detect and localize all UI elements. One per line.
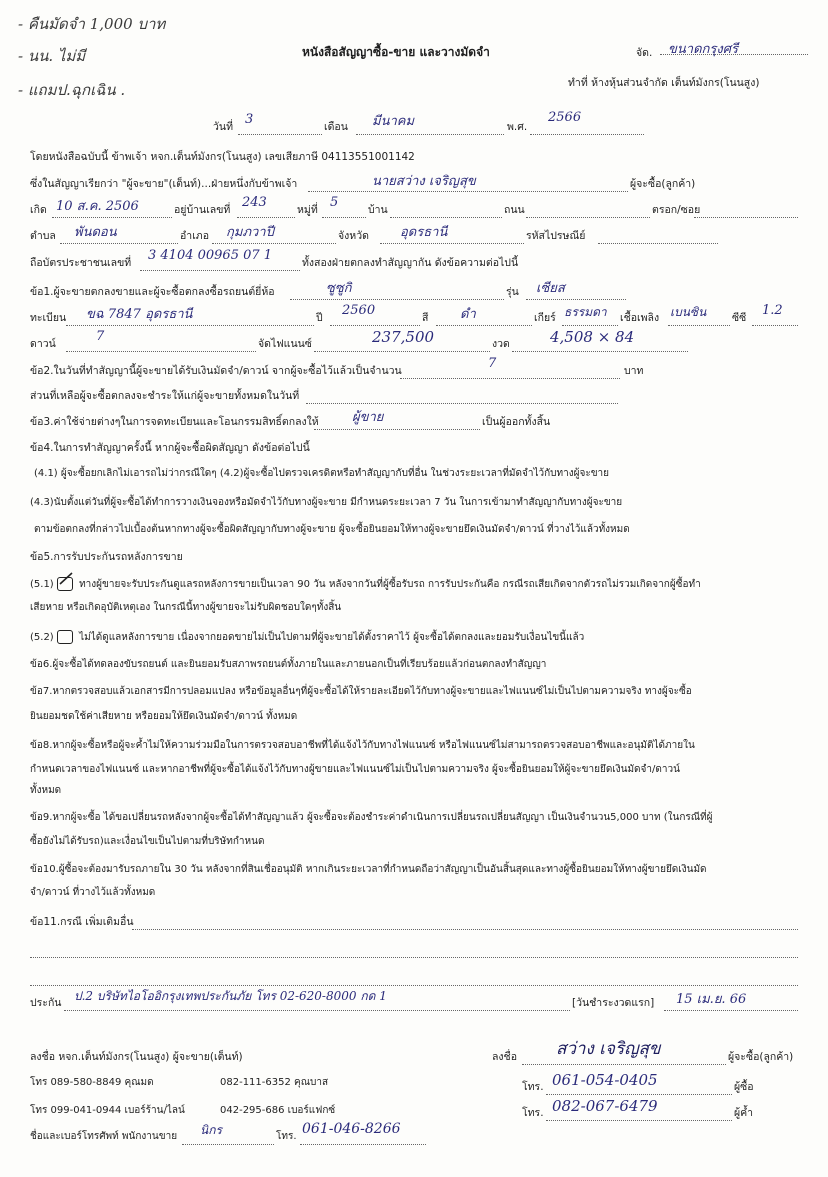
- buyer-signature: สว่าง เจริญสุข: [556, 1039, 661, 1059]
- soi-label: ตรอก/ซอย: [652, 204, 701, 216]
- guarantor-tel-value: 082-067-6479: [552, 1097, 658, 1115]
- province2-label: จังหวัด: [338, 230, 369, 242]
- buyer-suffix: ผู้จะซื้อ(ลูกค้า): [630, 178, 696, 190]
- place-text: ทำที่ ห้างหุ้นส่วนจำกัด เต็นท์มังกร(โนนสูง): [568, 77, 760, 89]
- warranty-option-2: [30, 630, 584, 645]
- clause5-1b-text: เสียหาย หรือเกิดอุบัติเหตุเอง ในกรณีนี้ทางผู้ขายจะไม่รับผิดชอบใดๆทั้งสิ้น: [30, 602, 342, 613]
- seller-label: ซึ่งในสัญญาเรียกว่า "ผู้จะขาย"(เต็นท์)...ฝ่ายหนึ่งกับข้าพเจ้า: [30, 178, 298, 190]
- clause5-title: ข้อ5.การรับประกันรถหลังการขาย: [30, 551, 183, 563]
- day-value: 3: [245, 112, 254, 127]
- month-value: มีนาคม: [372, 114, 415, 129]
- clause8a-text: ข้อ8.หากผู้จะซื้อหรือผู้จะค้ำไม่ให้ความร่วมมือในการตรวจสอบอาชีพที่ได้แจ้งไว้กับทางไฟแนนซ์ หรือไฟแนนซ์ไม่สามารถตรวจสอบอาชีพและอนุมัติได้ภายใน: [30, 740, 695, 751]
- option-5-1-checkbox[interactable]: [57, 577, 73, 591]
- moo-value: 5: [330, 195, 339, 210]
- guarantor-tel-label: โทร.: [522, 1107, 544, 1119]
- clause3-text: ข้อ3.ค่าใช้จ่ายต่างๆในการจดทะเบียนและโอนกรรมสิทธิ์ตกลงให้: [30, 416, 319, 428]
- gear-value: ธรรมดา: [564, 305, 607, 319]
- phone-line-2: โทร 099-041-0944 เบอร์ร้าน/ไลน์: [30, 1105, 185, 1116]
- clause4-1-text: (4.1) ผู้จะซื้อยกเลิกไม่เอารถไม่ว่ากรณีใดๆ (4.2)ผู้จะซื้อไปตรวจเครดิตหรือทำสัญญากับที่อื่น ในช่วงระยะเวลาที่มัดจำไว้กับทางผู้จะขาย: [34, 468, 610, 479]
- option-5-1-number: (5.1): [30, 579, 54, 590]
- cc-value: 1.2: [762, 303, 783, 318]
- postal-underline: [598, 229, 718, 244]
- down-underline: [66, 337, 256, 352]
- down-value: 7: [96, 329, 105, 344]
- sales-name-underline: [182, 1130, 274, 1145]
- model-label: รุ่น: [506, 286, 519, 298]
- phone-line-2b: 042-295-686 เบอร์แฟกซ์: [220, 1105, 336, 1116]
- clause3-suffix: เป็นผู้ออกทั้งสิ้น: [482, 416, 551, 428]
- clause4-3a-text: (4.3)นับตั้งแต่วันที่ผู้จะซื้อได้ทำการวางเงินจองหรือมัดจำไว้กับทางผู้จะขาย มีกำหนดระยะเวลา 7 วัน ในการเข้ามาทำสัญญากับทางผู้จะขาย: [30, 497, 623, 508]
- install-value: 4,508 × 84: [550, 328, 635, 346]
- brand-underline: [290, 285, 504, 300]
- first-due-value: 15 เม.ย. 66: [676, 992, 747, 1007]
- province-label: จัด.: [636, 47, 653, 59]
- clause4-3b-text: ตามข้อตกลงที่กล่าวไปเบื้องต้นหากทางผู้จะซื้อผิดสัญญากับทางผู้จะขาย ผู้จะซื้อยินยอมให้ทางผู้จะขายยึดเงินมัดจำ/ดาวน์ ที่วางไว้แล้วทั้งหมด: [34, 524, 630, 535]
- amphoe-label: อำเภอ: [180, 230, 210, 242]
- soi-underline: [694, 203, 798, 218]
- caryear-label: ปี: [316, 312, 323, 324]
- id-suffix: ทั้งสองฝ่ายตกลงทำสัญญากัน ดังข้อความต่อไปนี้: [302, 257, 519, 269]
- clause2-unit: บาท: [624, 365, 644, 377]
- check-mark-icon: [59, 572, 73, 586]
- clause9b-text: ซื้อยังไม่ได้รับรถ)และเงื่อนไขเป็นไปตามที่บริษัทกำหนด: [30, 836, 265, 847]
- sales-tel-value: 061-046-8266: [302, 1121, 401, 1137]
- document-title: หนังสือสัญญาซื้อ-ขาย และวางมัดจำ: [302, 45, 490, 59]
- color-label: สี: [422, 312, 429, 324]
- sales-tel-label: โทร.: [276, 1131, 297, 1142]
- house-value: 243: [242, 195, 267, 210]
- guarantor-tel-suffix: ผู้ค้ำ: [734, 1107, 754, 1119]
- fuel-value: เบนซิน: [670, 305, 707, 319]
- finance-value: 237,500: [372, 328, 435, 346]
- fuel-label: เชื้อเพลิง: [620, 312, 660, 324]
- model-value: เซียส: [536, 281, 565, 296]
- house-label: อยู่บ้านเลขที่: [174, 204, 231, 216]
- clause8c-text: ทั้งหมด: [30, 785, 62, 796]
- clause2-underline: [400, 364, 620, 379]
- note-line-2: - นน. ไม่มี: [18, 47, 86, 65]
- buyer-tel-label: โทร.: [522, 1081, 544, 1093]
- clause1-label: ข้อ1.ผู้จะขายตกลงขายและผู้จะซื้อตกลงซื้อรถยนต์ยี่ห้อ: [30, 286, 275, 298]
- seller-signature-label: ลงชื่อ หจก.เต็นท์มังกร(โนนสูง) ผู้จะขาย(เต็นท์): [30, 1051, 243, 1063]
- note-line-1: - คืนมัดจำ 1,000 บาท: [18, 15, 166, 33]
- clause3-party: ผู้ขาย: [352, 410, 384, 425]
- tambon-value: พันดอน: [74, 225, 117, 240]
- first-due-label: [วันชำระงวดแรก]: [572, 997, 655, 1009]
- phone-line-1: โทร 089-580-8849 คุณมด: [30, 1077, 154, 1088]
- id-label: ถือบัตรประชาชนเลขที่: [30, 257, 132, 269]
- province-value: ขนาดกรุงศรี: [668, 42, 738, 57]
- insurance-label: ประกัน: [30, 997, 62, 1009]
- village-underline: [390, 203, 502, 218]
- clause6-text: ข้อ6.ผู้จะซื้อได้ทดลองขับรถยนต์ และยินยอมรับสภาพรถยนต์ทั้งภายในและภายนอกเป็นที่เรียบร้อยแล้วก่อนตกลงทำสัญญา: [30, 659, 547, 670]
- born-value: 10 ส.ค. 2506: [56, 199, 139, 214]
- intro-text: โดยหนังสือฉบับนี้ ข้าพเจ้า หจก.เต็นท์มังกร(โนนสูง) เลขเสียภาษี 04113551001142: [30, 151, 415, 163]
- clause2-text: ข้อ2.ในวันที่ทำสัญญานี้ผู้จะขายได้รับเงินมัดจำ/ดาวน์ จากผู้จะซื้อไว้แล้วเป็นจำนวน: [30, 365, 402, 377]
- clause10b-text: จำ/ดาวน์ ที่วางไว้แล้วทั้งหมด: [30, 887, 156, 898]
- buyer-tel-value: 061-054-0405: [552, 1071, 658, 1089]
- clause2b-text: ส่วนที่เหลือผู้จะซื้อตกลงจะชำระให้แก่ผู้จะขายทั้งหมดในวันที่: [30, 390, 300, 402]
- moo-label: หมู่ที่: [297, 204, 318, 216]
- warranty-option-1: [30, 577, 701, 592]
- amphoe-value: กุมภวาปี: [226, 225, 274, 240]
- color-underline: [436, 311, 532, 326]
- buyer-name: นายสว่าง เจริญสุข: [372, 174, 476, 189]
- clause7a-text: ข้อ7.หากตรวจสอบแล้วเอกสารมีการปลอมแปลง หรือข้อมูลอื่นๆที่ผู้จะซื้อได้ให้รายละเอียดไว้กับทางผู้จะขายและไฟแนนซ์ไม่เป็นไปตามความจริง ทางผู้จะซื้อ: [30, 686, 692, 697]
- postal-label: รหัสไปรษณีย์: [526, 230, 586, 242]
- clause10a-text: ข้อ10.ผู้ซื้อจะต้องมารับรถภายใน 30 วัน หลังจากที่สินเชื่ออนุมัติ หากเกินระยะเวลาที่กำหนดถือว่าสัญญาเป็นอันสิ้นสุดและทางผู้ซื้อยินยอมให้ทางผู้ขายยึดเงินมัด: [30, 864, 707, 875]
- note-line-3: - แถมป.ฉุกเฉิน .: [18, 81, 126, 99]
- install-label: งวด: [492, 338, 510, 350]
- moo-underline: [322, 203, 366, 218]
- clause8b-text: กำหนดเวลาของไฟแนนซ์ และหากอาชีพที่ผู้จะซื้อได้แจ้งไว้กับทางผู้ขายและไฟแนนซ์ไม่เป็นไปตามความจริง ผู้จะซื้อยินยอมให้ผู้จะขายยึดเงินมัดจำ/ดาวน์: [30, 764, 680, 775]
- caryear-value: 2560: [342, 303, 376, 318]
- clause4-text: ข้อ4.ในการทำสัญญาครั้งนี้ หากผู้จะซื้อผิดสัญญา ดังข้อต่อไปนี้: [30, 442, 310, 454]
- gear-label: เกียร์: [534, 312, 556, 324]
- day-label: วันที่: [213, 121, 233, 133]
- clause11-text: ข้อ11.กรณี เพิ่มเติมอื่น: [30, 916, 134, 928]
- road-label: ถนน: [504, 204, 525, 216]
- month-label: เดือน: [324, 121, 348, 133]
- tambon-label: ตำบล: [30, 230, 56, 242]
- born-label: เกิด: [30, 204, 47, 216]
- village-label: บ้าน: [368, 204, 388, 216]
- buyer-signature-suffix: ผู้จะซื้อ(ลูกค้า): [728, 1051, 794, 1063]
- clause11-underline-3: [30, 971, 798, 986]
- option-5-2-checkbox[interactable]: [57, 630, 73, 644]
- clause11-underline-1: [132, 915, 798, 930]
- clause7b-text: ยินยอมชดใช้ค่าเสียหาย หรือยอมให้ยึดเงินมัดจำ/ดาวน์ ทั้งหมด: [30, 711, 298, 722]
- clause2b-underline: [306, 389, 618, 404]
- clause11-underline-2: [30, 943, 798, 958]
- insurance-value: ป.2 บริษัทไอโออิกรุงเทพประกันภัย โทร 02-620-8000 กด 1: [74, 989, 387, 1003]
- year-value: 2566: [548, 110, 582, 125]
- sales-name: นิกร: [200, 1123, 222, 1137]
- option-5-1-text: ทางผู้ขายจะรับประกันดูแลรถหลังการขายเป็นเวลา 90 วัน หลังจากวันที่ผู้ซื้อรับรถ การรับประกันคือ กรณีรถเสียเกิดจากตัวรถไม่รวมเกิดจากผู้ซื้อทำ: [79, 579, 701, 590]
- road-underline: [526, 203, 650, 218]
- buyer-tel-suffix: ผู้ซื้อ: [734, 1081, 754, 1093]
- color-value: ดำ: [460, 307, 476, 322]
- clause3-underline: [314, 415, 480, 430]
- buyer-signature-label: ลงชื่อ: [492, 1051, 517, 1063]
- plate-value: ขฉ 7847 อุดรธานี: [86, 307, 193, 322]
- down-label: ดาวน์: [30, 338, 56, 350]
- option-5-2-number: (5.2): [30, 632, 54, 643]
- finance-label: จัดไฟแนนซ์: [258, 338, 312, 350]
- plate-label: ทะเบียน: [30, 312, 67, 324]
- id-value: 3 4104 00965 07 1: [148, 248, 273, 263]
- brand-value: ซูซูกิ: [326, 281, 352, 296]
- cc-label: ซีซี: [732, 312, 747, 324]
- sales-label: ชื่อและเบอร์โทรศัพท์ พนักงานขาย: [30, 1131, 178, 1142]
- province2-value: อุดรธานี: [400, 225, 448, 240]
- option-5-2-text: ไม่ได้ดูแลหลังการขาย เนื่องจากยอดขายไม่เป็นไปตามที่ผู้จะขายได้ตั้งราคาไว้ ผู้จะซื้อได้ตกลงและยอมรับเงื่อนไขนี้แล้ว: [79, 632, 585, 643]
- year-label: พ.ศ.: [507, 121, 528, 133]
- phone-line-1b: 082-111-6352 คุณบาส: [220, 1077, 329, 1088]
- clause9a-text: ข้อ9.หากผู้จะซื้อ ได้ขอเปลี่ยนรถหลังจากผู้จะซื้อได้ทำสัญญาแล้ว ผู้จะซื้อจะต้องชำระค่าดำเนินการเปลี่ยนรถเปลี่ยนสัญญา เป็นเงินจำนวน5,000 บาท (ในกรณีที่ผู้: [30, 812, 713, 823]
- clause2-amount: 7: [488, 356, 497, 371]
